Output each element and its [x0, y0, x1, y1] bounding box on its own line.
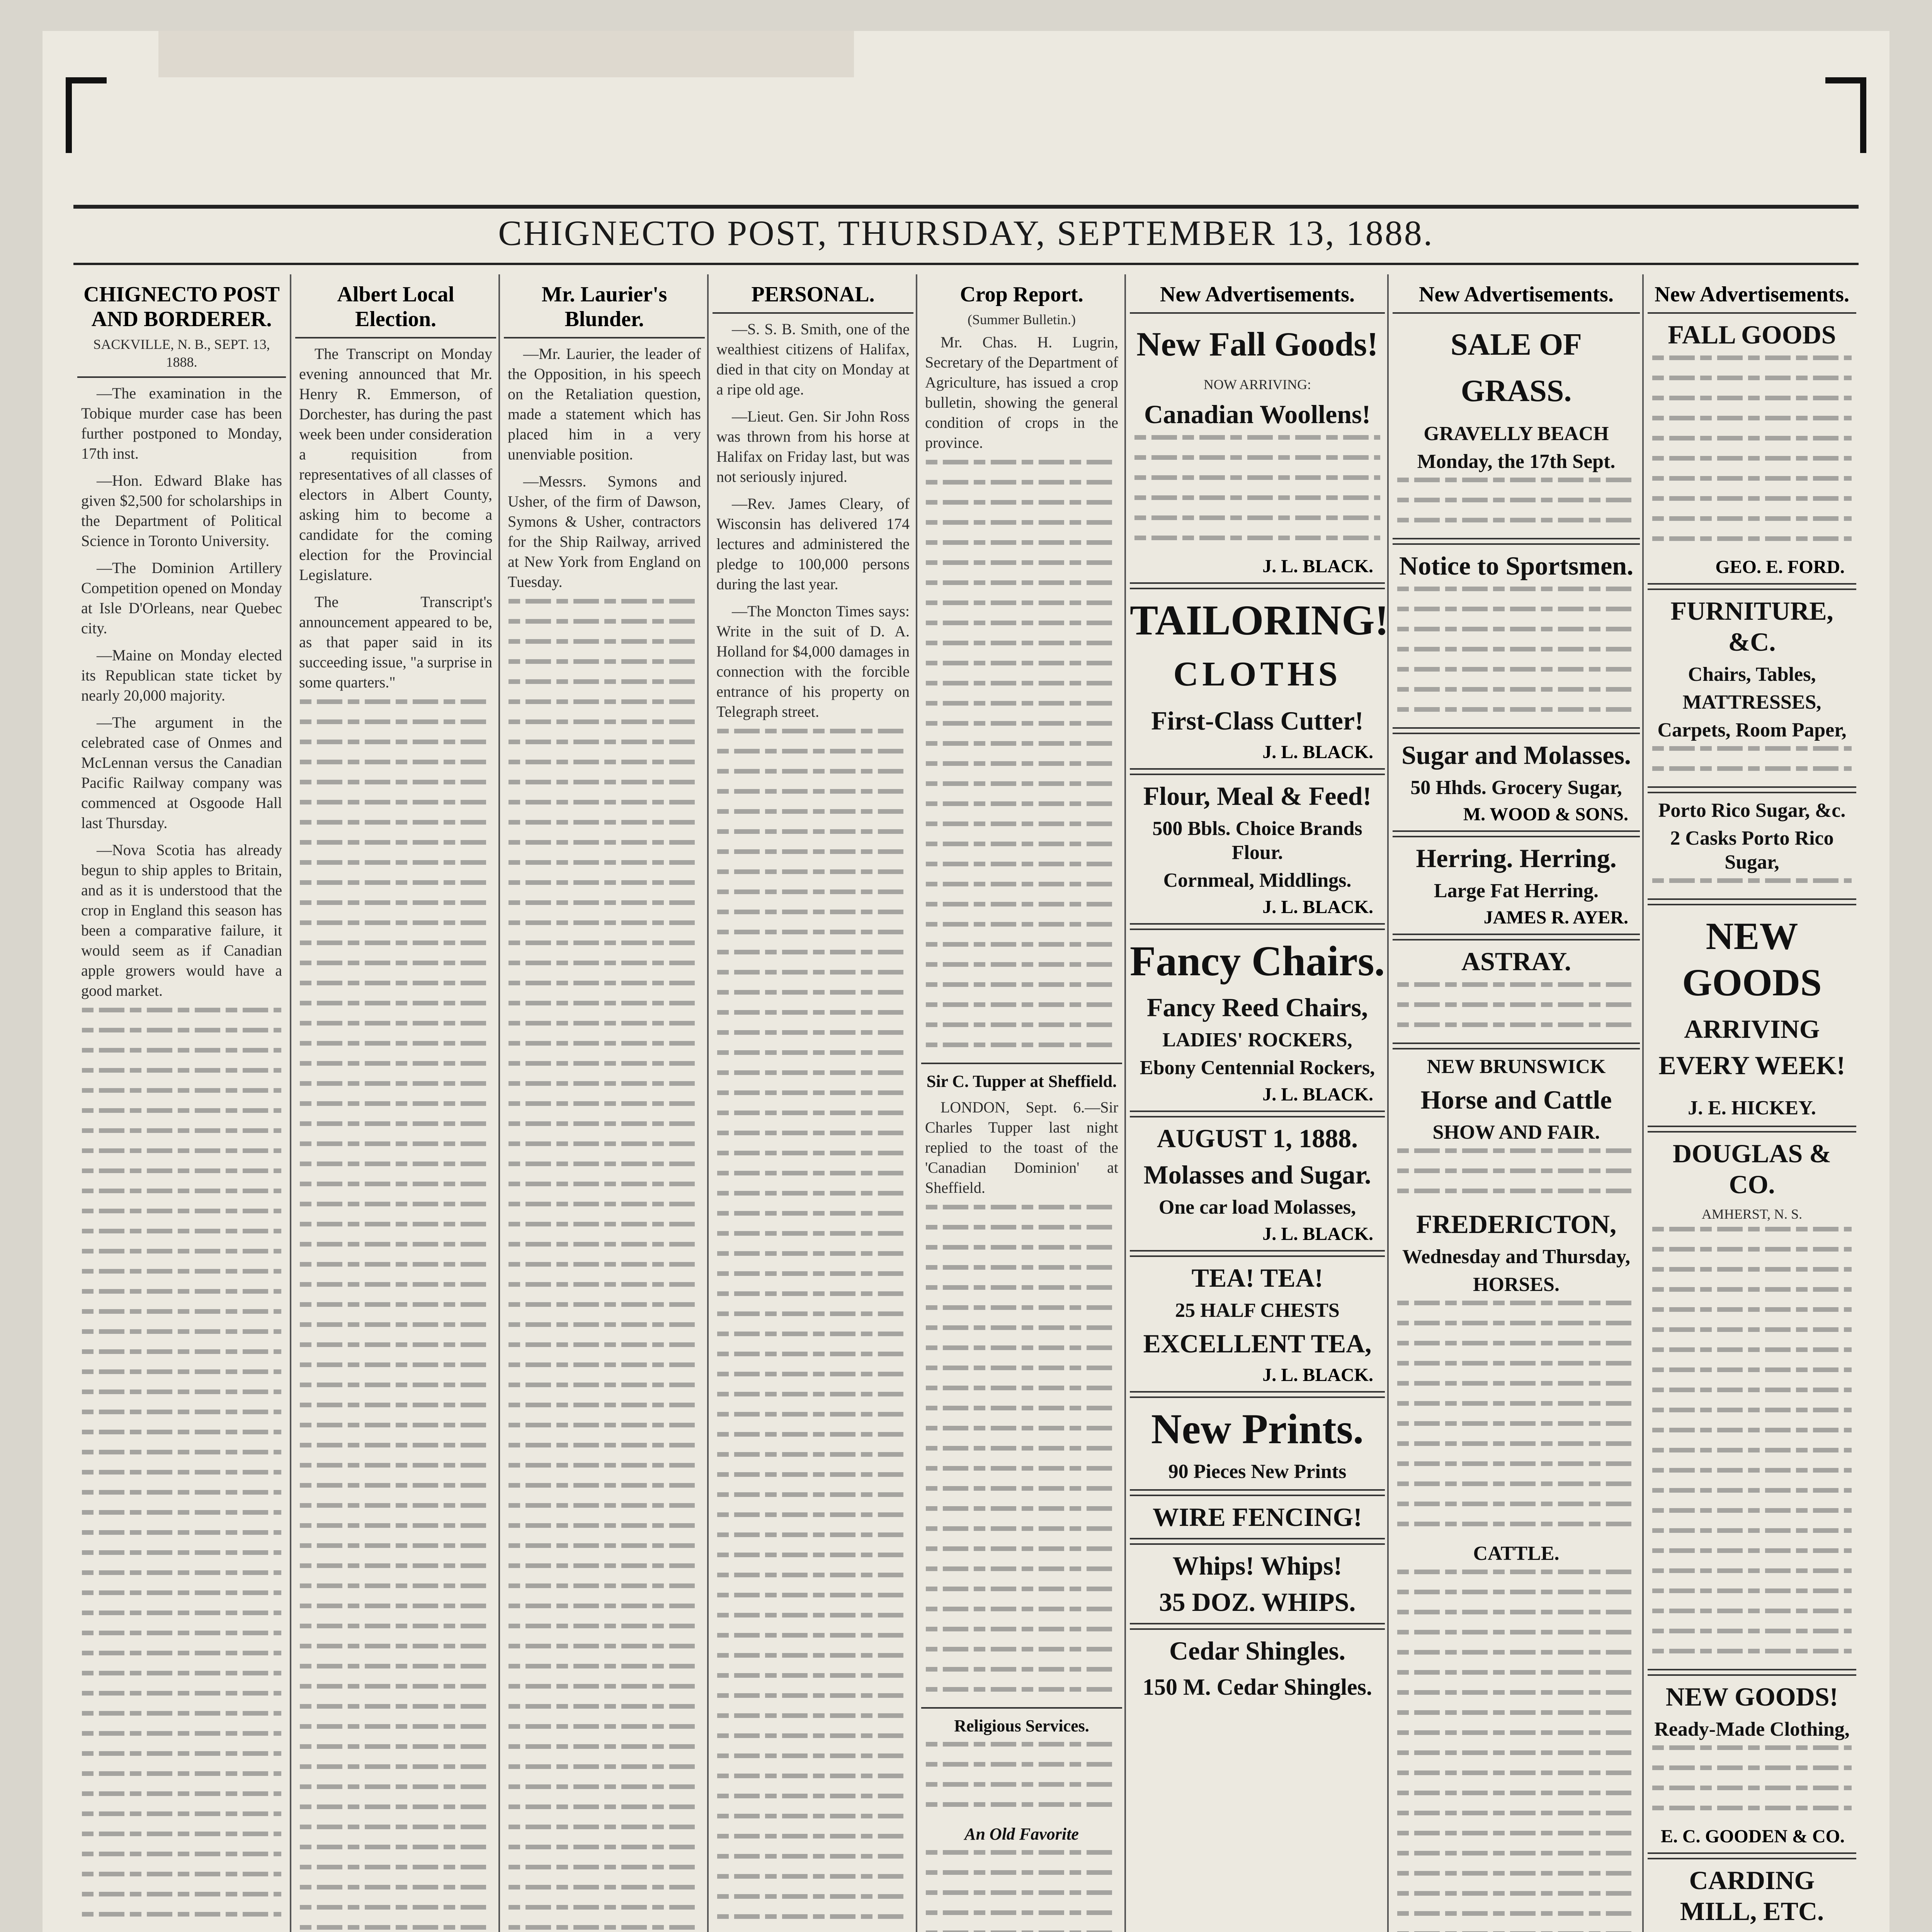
divider — [1130, 1111, 1385, 1117]
ad-headline: New Fall Goods! — [1136, 326, 1378, 363]
column-heading: Albert Local Election. — [337, 282, 454, 331]
text-filler — [1389, 982, 1644, 1027]
ad-headline: Sugar and Molasses. — [1401, 740, 1631, 770]
ad-headline: EVERY WEEK! — [1658, 1051, 1845, 1080]
text-filler — [917, 1850, 1126, 1932]
text-filler — [1644, 355, 1860, 541]
divider — [1393, 830, 1640, 837]
ad-headline: 90 Pieces New Prints — [1168, 1461, 1347, 1483]
column-heading: New Advertisements. — [1419, 282, 1614, 306]
news-item: —Maine on Monday elected its Republican state ticket by nearly 20,000 majority. — [81, 646, 282, 704]
ad-headline: EXCELLENT TEA, — [1143, 1329, 1372, 1358]
ad-headline: HORSES. — [1473, 1274, 1560, 1296]
divider — [713, 312, 913, 314]
section-heading: Religious Services. — [954, 1716, 1089, 1735]
text-filler — [1389, 478, 1644, 522]
ad-headline: WIRE FENCING! — [1152, 1502, 1362, 1532]
ad-headline: Fancy Chairs. — [1130, 937, 1385, 985]
divider — [295, 337, 496, 338]
ad-signature: J. L. BLACK. — [1262, 1224, 1373, 1244]
ad-headline: FALL GOODS — [1668, 320, 1836, 349]
ad-headline: Notice to Sportsmen. — [1399, 551, 1634, 580]
column-heading: CHIGNECTO POST AND BORDERER. — [83, 282, 280, 331]
column-heading: New Advertisements. — [1160, 282, 1355, 306]
divider — [1393, 934, 1640, 940]
ad-headline: 25 HALF CHESTS — [1175, 1299, 1340, 1321]
ad-headline: CLOTHS — [1173, 655, 1342, 693]
masthead-underline — [73, 263, 1859, 265]
divider — [1648, 1852, 1856, 1859]
ad-signature: JAMES R. AYER. — [1483, 907, 1628, 928]
ad-headline: GRAVELLY BEACH — [1423, 423, 1609, 445]
column-7-ads — [1387, 274, 1644, 1932]
ad-headline: ARRIVING — [1684, 1014, 1820, 1044]
ad-signature: J. L. BLACK. — [1262, 1084, 1373, 1105]
news-item: —The Dominion Artillery Competition opened on Monday at Isle D'Orleans, near Quebec city. — [81, 559, 282, 637]
text-filler — [917, 1742, 1126, 1807]
ad-headline: LADIES' ROCKERS, — [1162, 1029, 1352, 1051]
ad-headline: NEW GOODS! — [1665, 1682, 1838, 1711]
divider — [1648, 312, 1856, 314]
news-item: —S. S. B. Smith, one of the wealthiest citizens of Halifax, died in that city on Monday at a ripe old age. — [716, 320, 910, 398]
ad-headline: Porto Rico Sugar, &c. — [1658, 799, 1846, 821]
news-item: —Hon. Edward Blake has given $2,500 for scholarships in the Department of Political Science in Toronto University. — [81, 472, 282, 549]
ad-headline: AUGUST 1, 1888. — [1156, 1124, 1358, 1153]
ad-headline: FURNITURE, &C. — [1670, 596, 1833, 656]
ad-text: NOW ARRIVING: — [1203, 377, 1311, 392]
ad-headline: Large Fat Herring. — [1434, 880, 1599, 902]
ad-headline: 50 Hhds. Grocery Sugar, — [1410, 777, 1622, 799]
ad-headline: Flour, Meal & Feed! — [1143, 781, 1372, 811]
ad-headline: Molasses and Sugar. — [1143, 1160, 1371, 1189]
column-heading: Mr. Laurier's Blunder. — [541, 282, 667, 331]
text-filler — [1389, 1570, 1644, 1932]
ad-headline: Ebony Centennial Rockers, — [1139, 1057, 1375, 1079]
divider — [1130, 923, 1385, 930]
columns — [73, 274, 1859, 1932]
ad-signature: J. L. BLACK. — [1262, 1365, 1373, 1385]
ad-headline: 2 Casks Porto Rico Sugar, — [1670, 827, 1834, 873]
text-filler — [1389, 1148, 1644, 1193]
news-item: —Lieut. Gen. Sir John Ross was thrown from his horse at Halifax on Friday last, but was not seriously injured. — [716, 408, 910, 485]
ad-headline: MATTRESSES, — [1682, 691, 1821, 713]
ad-headline: Monday, the 17th Sept. — [1417, 451, 1616, 473]
divider — [1130, 1538, 1385, 1545]
text-filler — [709, 729, 917, 1932]
ad-headline: SHOW AND FAIR. — [1432, 1121, 1600, 1143]
ad-headline: NEW GOODS — [1682, 915, 1822, 1004]
divider — [1393, 727, 1640, 734]
column-8-ads — [1642, 274, 1860, 1932]
divider — [1130, 1623, 1385, 1630]
news-item: The Transcript's announcement appeared to be, as that paper said in its succeeding issue, "a surprise in some quarters." — [299, 593, 492, 691]
news-item: —Messrs. Symons and Usher, of the firm of Dawson, Symons & Usher, contractors for the Ship Railway, arrived at New York from England on Tuesday. — [508, 473, 701, 590]
column-heading: Crop Report. — [960, 282, 1083, 306]
column-4 — [707, 274, 917, 1932]
crop-mark-left — [66, 77, 107, 153]
divider — [1648, 898, 1856, 905]
ad-signature: J. L. BLACK. — [1262, 556, 1373, 577]
column-1 — [73, 274, 290, 1932]
ad-headline: Wednesday and Thursday, — [1402, 1246, 1631, 1268]
text-filler — [1126, 435, 1389, 540]
ad-text: AMHERST, N. S. — [1701, 1206, 1803, 1222]
ad-headline: NEW BRUNSWICK — [1427, 1056, 1606, 1078]
news-item: —The argument in the celebrated case of Onmes and McLennan versus the Canadian Pacific Railway company was commenced at Osgoode Hall last Thursday. — [81, 714, 282, 832]
divider — [77, 376, 286, 378]
ad-headline: 35 DOZ. WHIPS. — [1159, 1587, 1356, 1617]
text-filler — [500, 599, 709, 1932]
ad-headline: SALE OF GRASS. — [1450, 328, 1582, 408]
text-filler — [917, 1205, 1126, 1692]
text-filler — [1644, 746, 1860, 771]
ad-headline: DOUGLAS & CO. — [1673, 1139, 1831, 1199]
divider — [1393, 312, 1640, 314]
text-filler — [1644, 878, 1860, 883]
ad-headline: CARDING MILL, ETC. — [1680, 1866, 1824, 1926]
text-filler — [1389, 587, 1644, 712]
text-filler — [1644, 1745, 1860, 1810]
news-item: —The examination in the Tobique murder case has been further postponed to Monday, 17th inst. — [81, 384, 282, 462]
ad-signature: J. L. BLACK. — [1262, 897, 1373, 917]
masthead: CHIGNECTO POST, THURSDAY, SEPTEMBER 13, 1888. — [498, 213, 1434, 253]
ad-signature: GEO. E. FORD. — [1715, 557, 1845, 577]
divider — [1130, 312, 1385, 314]
divider — [1130, 1489, 1385, 1496]
paper-stain — [158, 31, 854, 77]
news-item: LONDON, Sept. 6.—Sir Charles Tupper last night replied to the toast of the 'Canadian Dominion' at Sheffield. — [925, 1099, 1118, 1196]
news-item: Mr. Chas. H. Lugrin, Secretary of the Department of Agriculture, has issued a crop bulletin, showing the general condition of crops in the province. — [925, 333, 1118, 451]
ad-headline: 500 Bbls. Choice Brands Flour. — [1152, 818, 1362, 864]
ad-headline: TEA! TEA! — [1191, 1263, 1323, 1293]
ad-headline: Canadian Woollens! — [1144, 400, 1371, 429]
ad-headline: First-Class Cutter! — [1151, 706, 1364, 735]
divider — [1130, 582, 1385, 589]
divider — [1130, 1391, 1385, 1398]
ad-headline: Chairs, Tables, — [1688, 663, 1816, 685]
ad-headline: One car load Molasses, — [1158, 1196, 1356, 1218]
divider — [1393, 1043, 1640, 1049]
news-item: —The Moncton Times says: Write in the suit of D. A. Holland for $4,000 damages in connection with the forcible entrance of his property on Telegraph street. — [716, 602, 910, 720]
masthead-rule — [73, 205, 1859, 209]
text-filler — [1389, 1301, 1644, 1526]
subtitle: (Summer Bulletin.) — [968, 312, 1076, 327]
divider — [1648, 583, 1856, 590]
divider — [1130, 1250, 1385, 1257]
divider — [1393, 538, 1640, 545]
news-item: —Rev. James Cleary, of Wisconsin has delivered 174 lectures and administered the pledge to 100,000 persons during the last year. — [716, 495, 910, 593]
ad-signature: M. WOOD & SONS. — [1463, 804, 1628, 825]
divider — [1130, 768, 1385, 775]
ad-headline: FREDERICTON, — [1416, 1209, 1617, 1239]
ad-headline: New Prints. — [1151, 1405, 1364, 1452]
ad-signature: J. E. HICKEY. — [1688, 1097, 1816, 1119]
ad-headline: Fancy Reed Chairs, — [1146, 993, 1368, 1022]
ad-headline: ASTRAY. — [1461, 947, 1571, 976]
dateline: SACKVILLE, N. B., SEPT. 13, 1888. — [93, 337, 270, 370]
column-6-ads — [1124, 274, 1389, 1932]
divider — [1648, 786, 1856, 793]
news-item: —Mr. Laurier, the leader of the Opposition, in his speech on the Retaliation question, made a statement which has placed him in a very unenviable position. — [508, 345, 701, 463]
ad-headline: Ready-Made Clothing, — [1654, 1718, 1850, 1740]
section-heading: Sir C. Tupper at Sheffield. — [926, 1072, 1117, 1091]
ad-signature: E. C. GOODEN & CO. — [1660, 1826, 1845, 1847]
ad-headline: Herring. Herring. — [1416, 844, 1617, 873]
divider — [504, 337, 705, 338]
ad-headline: TAILORING! — [1130, 597, 1389, 644]
news-item: The Transcript on Monday evening announced that Mr. Henry R. Emmerson, of Dorchester, has during the past week been under consideration a requisition from representatives of all classes of electors in Albert County, asking him to become a candidate for the coming election for the Provincial Legislature. — [299, 345, 492, 583]
ad-headline: CATTLE. — [1473, 1543, 1560, 1565]
news-item: —Nova Scotia has already begun to ship apples to Britain, and as it is understood that the crop in England this season has been a comparative failure, it would seem as if Canadian apple growers would have a good market. — [81, 841, 282, 999]
divider — [1648, 1126, 1856, 1133]
divider — [921, 1063, 1122, 1064]
column-5 — [916, 274, 1126, 1932]
column-heading: New Advertisements. — [1655, 282, 1849, 306]
crop-mark-right — [1825, 77, 1866, 153]
text-filler — [917, 460, 1126, 1047]
column-2 — [290, 274, 500, 1932]
ad-headline: Cedar Shingles. — [1169, 1636, 1345, 1665]
ad-signature: J. L. BLACK. — [1262, 742, 1373, 762]
column-heading: PERSONAL. — [751, 282, 875, 306]
ad-headline: Horse and Cattle — [1420, 1085, 1612, 1114]
divider — [921, 1707, 1122, 1709]
divider — [1648, 1669, 1856, 1676]
text-filler — [73, 1008, 290, 1932]
column-3 — [498, 274, 709, 1932]
ad-headline: 150 M. Cedar Shingles. — [1143, 1674, 1372, 1700]
ad-headline: Cornmeal, Middlings. — [1163, 869, 1352, 891]
text-filler — [291, 699, 500, 1932]
ad-headline: Whips! Whips! — [1172, 1551, 1342, 1580]
ad-headline: Carpets, Room Paper, — [1657, 719, 1847, 741]
newspaper-page — [43, 31, 1889, 1932]
text-filler — [1644, 1227, 1860, 1653]
section-heading: An Old Favorite — [964, 1825, 1079, 1844]
